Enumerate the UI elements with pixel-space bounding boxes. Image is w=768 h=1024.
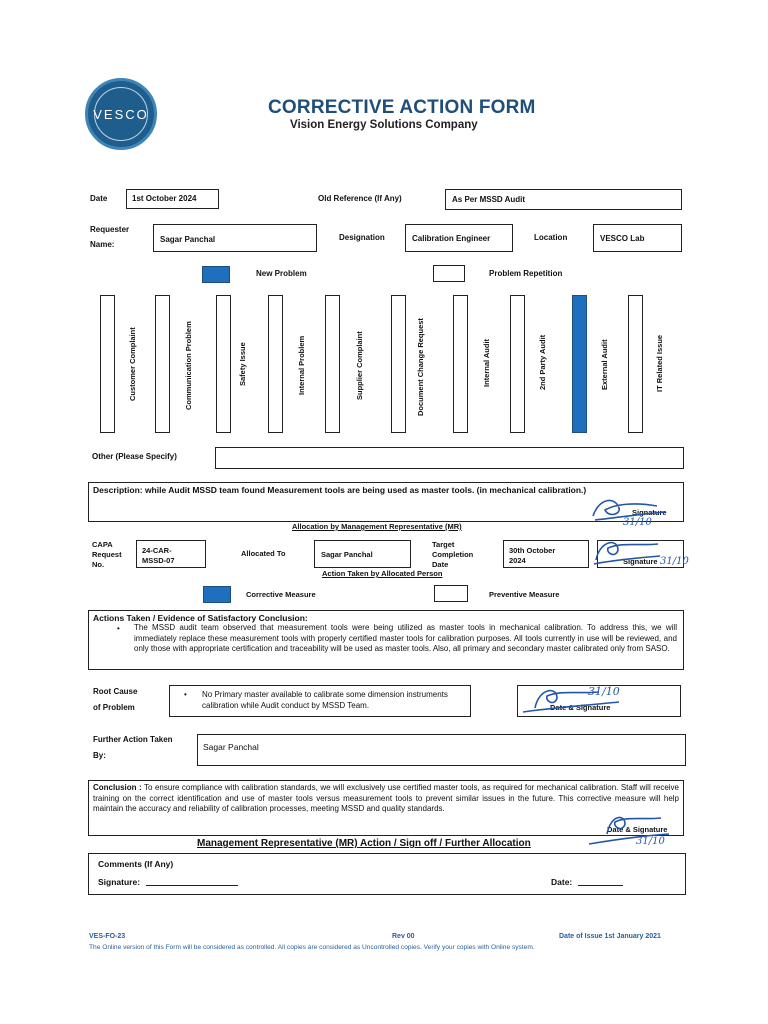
- date-field[interactable]: [126, 189, 219, 209]
- old-reference-value: As Per MSSD Audit: [452, 195, 526, 204]
- vesco-logo: [85, 78, 157, 150]
- category-box-external-audit[interactable]: [572, 295, 587, 433]
- mr-date-label: Date:: [551, 877, 573, 887]
- comments-label: Comments (If Any): [98, 859, 174, 869]
- target-label-line1: Target: [432, 540, 455, 549]
- preventive-measure-checkbox[interactable]: [434, 585, 468, 602]
- conclusion-text: To ensure compliance with calibration standards, we will exclusively use certified master tools, as required for mechanical calibration. Staff will receive training on the correct identification and use of master tools versus measurement tools to prevent similar issues in the future. This corrective measure will help maintain the accuracy and reliability of calibration processes, meeting MSSD and quality standards.: [93, 783, 679, 813]
- root-cause-box[interactable]: [169, 685, 471, 717]
- conclusion-signature-date: 31/10: [636, 836, 665, 847]
- problem-repetition-label: Problem Repetition: [489, 269, 563, 278]
- requester-label-line1: Requester: [90, 225, 130, 234]
- date-label: Date: [90, 194, 108, 203]
- further-action-field[interactable]: [197, 734, 686, 766]
- requester-name-field[interactable]: [153, 224, 317, 252]
- category-box-customer-complaint[interactable]: [100, 295, 115, 433]
- target-label-line3: Date: [432, 560, 449, 569]
- location-value: VESCO Lab: [600, 234, 645, 243]
- category-box-internal-problem[interactable]: [268, 295, 283, 433]
- mr-date-line[interactable]: [578, 885, 623, 886]
- other-specify-field[interactable]: [215, 447, 684, 469]
- form-subtitle: Vision Energy Solutions Company: [290, 119, 478, 131]
- category-label-document-change-request: Document Change Request: [416, 318, 425, 416]
- allocated-to-field[interactable]: [314, 540, 411, 568]
- category-label-customer-complaint: Customer Complaint: [128, 327, 137, 401]
- root-cause-bullet-dot: •: [184, 690, 187, 699]
- mr-section-heading: Management Representative (MR) Action / Sign off / Further Allocation: [197, 838, 531, 849]
- logo-text: VESCO: [93, 107, 149, 122]
- footer-form-code: VES-FO-23: [89, 933, 126, 940]
- root-cause-signature-date: 31/10: [588, 685, 620, 698]
- further-action-label-line1: Further Action Taken: [93, 735, 173, 744]
- target-label-line2: Completion: [432, 550, 474, 559]
- category-label-supplier-complaint: Supplier Complaint: [355, 331, 364, 400]
- category-label-safety-issue: Safety Issue: [238, 342, 247, 386]
- new-problem-checkbox[interactable]: [202, 266, 230, 283]
- mr-comments-box[interactable]: [88, 853, 686, 895]
- form-title: CORRECTIVE ACTION FORM: [268, 97, 536, 118]
- capa-label-line1: CAPA: [92, 540, 113, 549]
- allocation-signature-label: Signature: [623, 557, 658, 566]
- description-signature-label: Signature: [632, 508, 667, 517]
- category-box-document-change-request[interactable]: [391, 295, 406, 433]
- category-box-it-related-issue[interactable]: [628, 295, 643, 433]
- problem-repetition-checkbox[interactable]: [433, 265, 465, 282]
- requester-name-value: Sagar Panchal: [160, 235, 216, 244]
- old-reference-field[interactable]: [445, 189, 682, 210]
- old-reference-label: Old Reference (If Any): [318, 194, 402, 203]
- target-value-line1: 30th October: [509, 546, 556, 555]
- action-taken-by-heading: Action Taken by Allocated Person: [322, 569, 443, 578]
- allocated-to-label: Allocated To: [241, 549, 286, 558]
- target-date-field[interactable]: [503, 540, 589, 568]
- conclusion-lead: Conclusion :: [93, 783, 142, 792]
- description-signature-date: 31/10: [623, 517, 652, 528]
- mr-signature-line[interactable]: [146, 885, 238, 886]
- location-field[interactable]: [593, 224, 682, 252]
- footer-revision: Rev 00: [392, 933, 415, 940]
- other-specify-label: Other (Please Specify): [92, 452, 177, 461]
- root-cause-label-line2: of Problem: [93, 703, 135, 712]
- root-cause-text: No Primary master available to calibrate some dimension instruments calibration while Audit conduct by MSSD Team.: [202, 690, 448, 710]
- actions-taken-heading: Actions Taken / Evidence of Satisfactory Conclusion:: [93, 613, 308, 623]
- allocation-signature: [588, 534, 663, 570]
- new-problem-label: New Problem: [256, 269, 307, 278]
- conclusion-date-signature-label: Date & Signature: [607, 825, 668, 834]
- allocated-to-value: Sagar Panchal: [321, 550, 373, 559]
- category-label-external-audit: External Audit: [600, 339, 609, 390]
- requester-label-line2: Name:: [90, 240, 115, 249]
- root-cause-date-signature-label: Date & Signature: [550, 703, 611, 712]
- capa-value-line2: MSSD-07: [142, 556, 175, 565]
- designation-value: Calibration Engineer: [412, 234, 491, 243]
- designation-field[interactable]: [405, 224, 513, 252]
- preventive-measure-label: Preventive Measure: [489, 590, 560, 599]
- category-box-communication-problem[interactable]: [155, 295, 170, 433]
- target-value-line2: 2024: [509, 556, 526, 565]
- corrective-measure-label: Corrective Measure: [246, 590, 316, 599]
- category-label-internal-problem: Internal Problem: [297, 335, 306, 395]
- actions-taken-box[interactable]: [88, 610, 684, 670]
- allocation-signature-date: 31/10: [660, 556, 689, 567]
- further-action-label-line2: By:: [93, 751, 106, 760]
- capa-label-line2: Request: [92, 550, 122, 559]
- mr-signature-label: Signature:: [98, 877, 141, 887]
- category-box-internal-audit[interactable]: [453, 295, 468, 433]
- actions-bullet-dot: •: [117, 624, 120, 633]
- category-box-2nd-party-audit[interactable]: [510, 295, 525, 433]
- capa-label-line3: No.: [92, 560, 105, 569]
- category-label-it-related-issue: IT Related Issue: [655, 334, 664, 392]
- actions-taken-text: The MSSD audit team observed that measurement tools were being utilized as master tools in mechanical calibration. To address this, we will immediately replace these measurement tools with properly certified master tools for calibration purposes. All tools currently in use will be reviewed, and only those with appropriate certification and traceability will be used as master tools. Also, all primary and secondary master calibrated only from SASO.: [134, 623, 677, 653]
- category-label-internal-audit: Internal Audit: [482, 338, 491, 387]
- date-value: 1st October 2024: [132, 194, 197, 203]
- allocation-heading: Allocation by Management Representative (MR): [292, 522, 462, 531]
- further-action-value: Sagar Panchal: [203, 742, 259, 752]
- capa-request-field[interactable]: [136, 540, 206, 568]
- description-text: Description: while Audit MSSD team found Measurement tools are being used as master tools. (in mechanical calibration.): [93, 485, 587, 495]
- corrective-measure-checkbox[interactable]: [203, 586, 231, 603]
- designation-label: Designation: [339, 233, 385, 242]
- footer-control-note: The Online version of this Form will be considered as controlled. All copies are considered as Uncontrolled copies. Verify your copies with Online system.: [89, 944, 535, 951]
- category-label-2nd-party-audit: 2nd Party Audit: [538, 334, 547, 390]
- capa-value-line1: 24-CAR-: [142, 546, 172, 555]
- category-label-communication-problem: Communication Problem: [184, 321, 193, 410]
- category-box-safety-issue[interactable]: [216, 295, 231, 433]
- location-label: Location: [534, 233, 568, 242]
- root-cause-label-line1: Root Cause: [93, 687, 138, 696]
- footer-issue-date: Date of Issue 1st January 2021: [559, 933, 661, 940]
- category-box-supplier-complaint[interactable]: [325, 295, 340, 433]
